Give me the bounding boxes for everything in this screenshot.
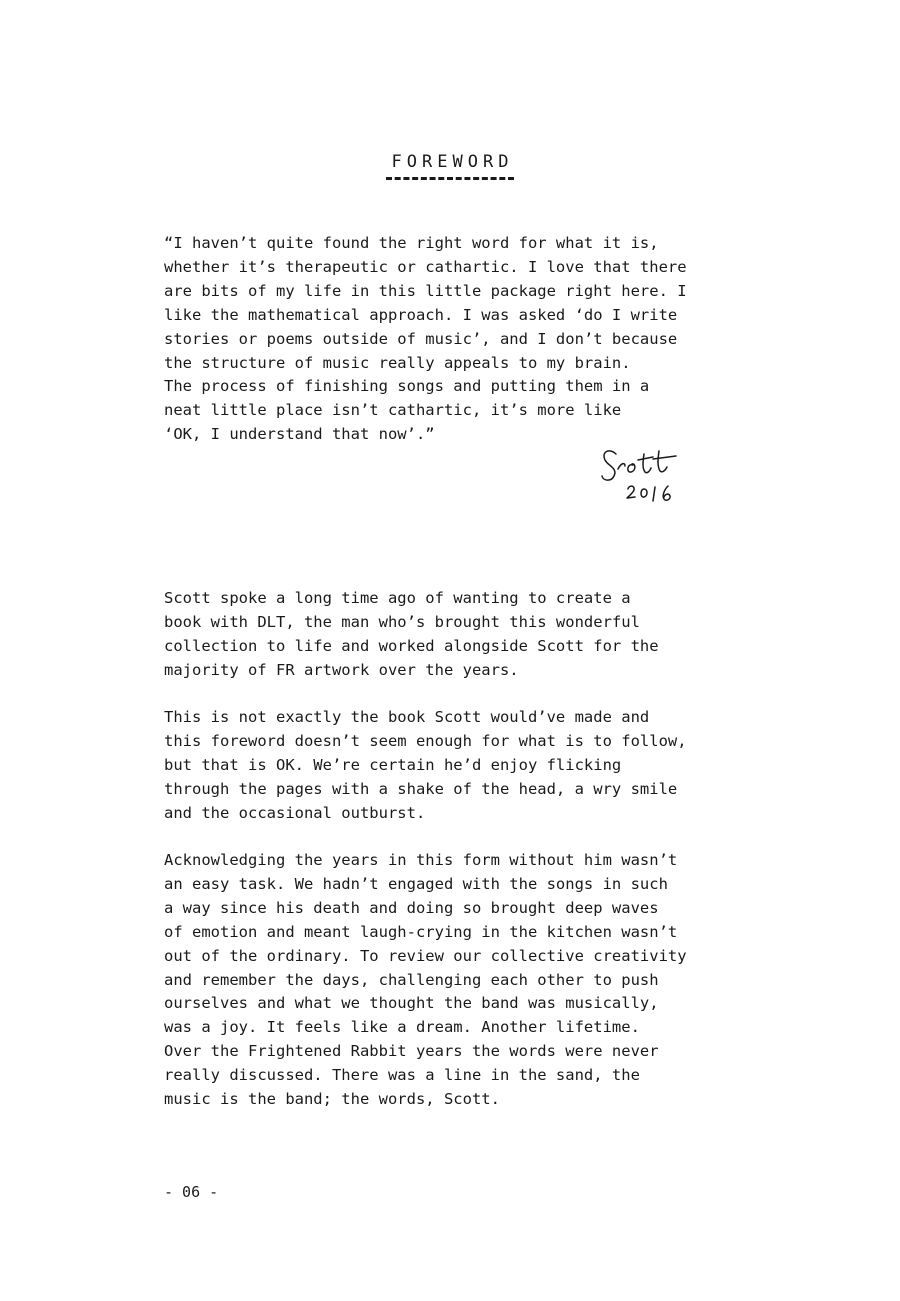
paragraph-line: This is not exactly the book Scott would’ve made and — [164, 708, 650, 726]
paragraph-line: but that is OK. We’re certain he’d enjoy flicking — [164, 755, 622, 774]
paragraph-line: and remember the days, challenging each other to push — [164, 970, 659, 989]
quote-line: are bits of my life in this little package right here. I — [164, 281, 687, 300]
quote-line: the structure of music really appeals to my brain. — [164, 353, 631, 372]
paragraph-line: Scott spoke a long time ago of wanting to create a — [164, 589, 631, 607]
title-dashed-underline — [386, 177, 514, 180]
page-number: - 06 - — [164, 1183, 219, 1201]
title-block — [0, 150, 900, 180]
quote-line: like the mathematical approach. I was asked ‘do I write — [164, 305, 678, 324]
quote-line: The process of finishing songs and putting them in a — [164, 377, 650, 396]
paragraph-line: was a joy. It feels like a dream. Another lifetime. — [164, 1018, 640, 1037]
paragraph-line: and the occasional outburst. — [164, 803, 426, 822]
paragraph-line: a way since his death and doing so brought deep waves — [164, 898, 659, 917]
quote-line: “I haven’t quite found the right word for what it is, — [164, 234, 659, 252]
paragraph-line: out of the ordinary. To review our collective creativity — [164, 946, 687, 965]
body-paragraph-1 — [164, 587, 764, 683]
paragraph-line: really discussed. There was a line in the sand, the — [164, 1066, 640, 1085]
body-paragraph-2 — [164, 706, 764, 826]
paragraph-line: ourselves and what we thought the band was musically, — [164, 994, 659, 1013]
quote-line: whether it’s therapeutic or cathartic. I love that there — [164, 257, 687, 276]
paragraph-line: collection to life and worked alongside Scott for the — [164, 636, 659, 655]
quote-line: ‘OK, I understand that now’.” — [164, 425, 435, 444]
handwritten-signature — [596, 445, 706, 515]
paragraph-line: this foreword doesn’t seem enough for what is to follow, — [164, 731, 687, 750]
paragraph-line: Over the Frightened Rabbit years the words were never — [164, 1042, 659, 1061]
page-title: FOREWORD — [391, 152, 514, 172]
paragraph-line: of emotion and meant laugh-crying in the kitchen wasn’t — [164, 922, 678, 941]
paragraph-line: Acknowledging the years in this form without him wasn’t — [164, 851, 678, 869]
quote-line: neat little place isn’t cathartic, it’s more like — [164, 401, 622, 420]
opening-quote — [164, 232, 764, 447]
paragraph-line: book with DLT, the man who’s brought this wonderful — [164, 612, 640, 631]
paragraph-line: majority of FR artwork over the years. — [164, 660, 519, 679]
body-paragraph-3 — [164, 849, 764, 1112]
quote-line: stories or poems outside of music’, and I don’t because — [164, 329, 678, 348]
paragraph-line: an easy task. We hadn’t engaged with the songs in such — [164, 874, 668, 893]
paragraph-line: music is the band; the words, Scott. — [164, 1090, 500, 1109]
paragraph-line: through the pages with a shake of the head, a wry smile — [164, 779, 678, 798]
